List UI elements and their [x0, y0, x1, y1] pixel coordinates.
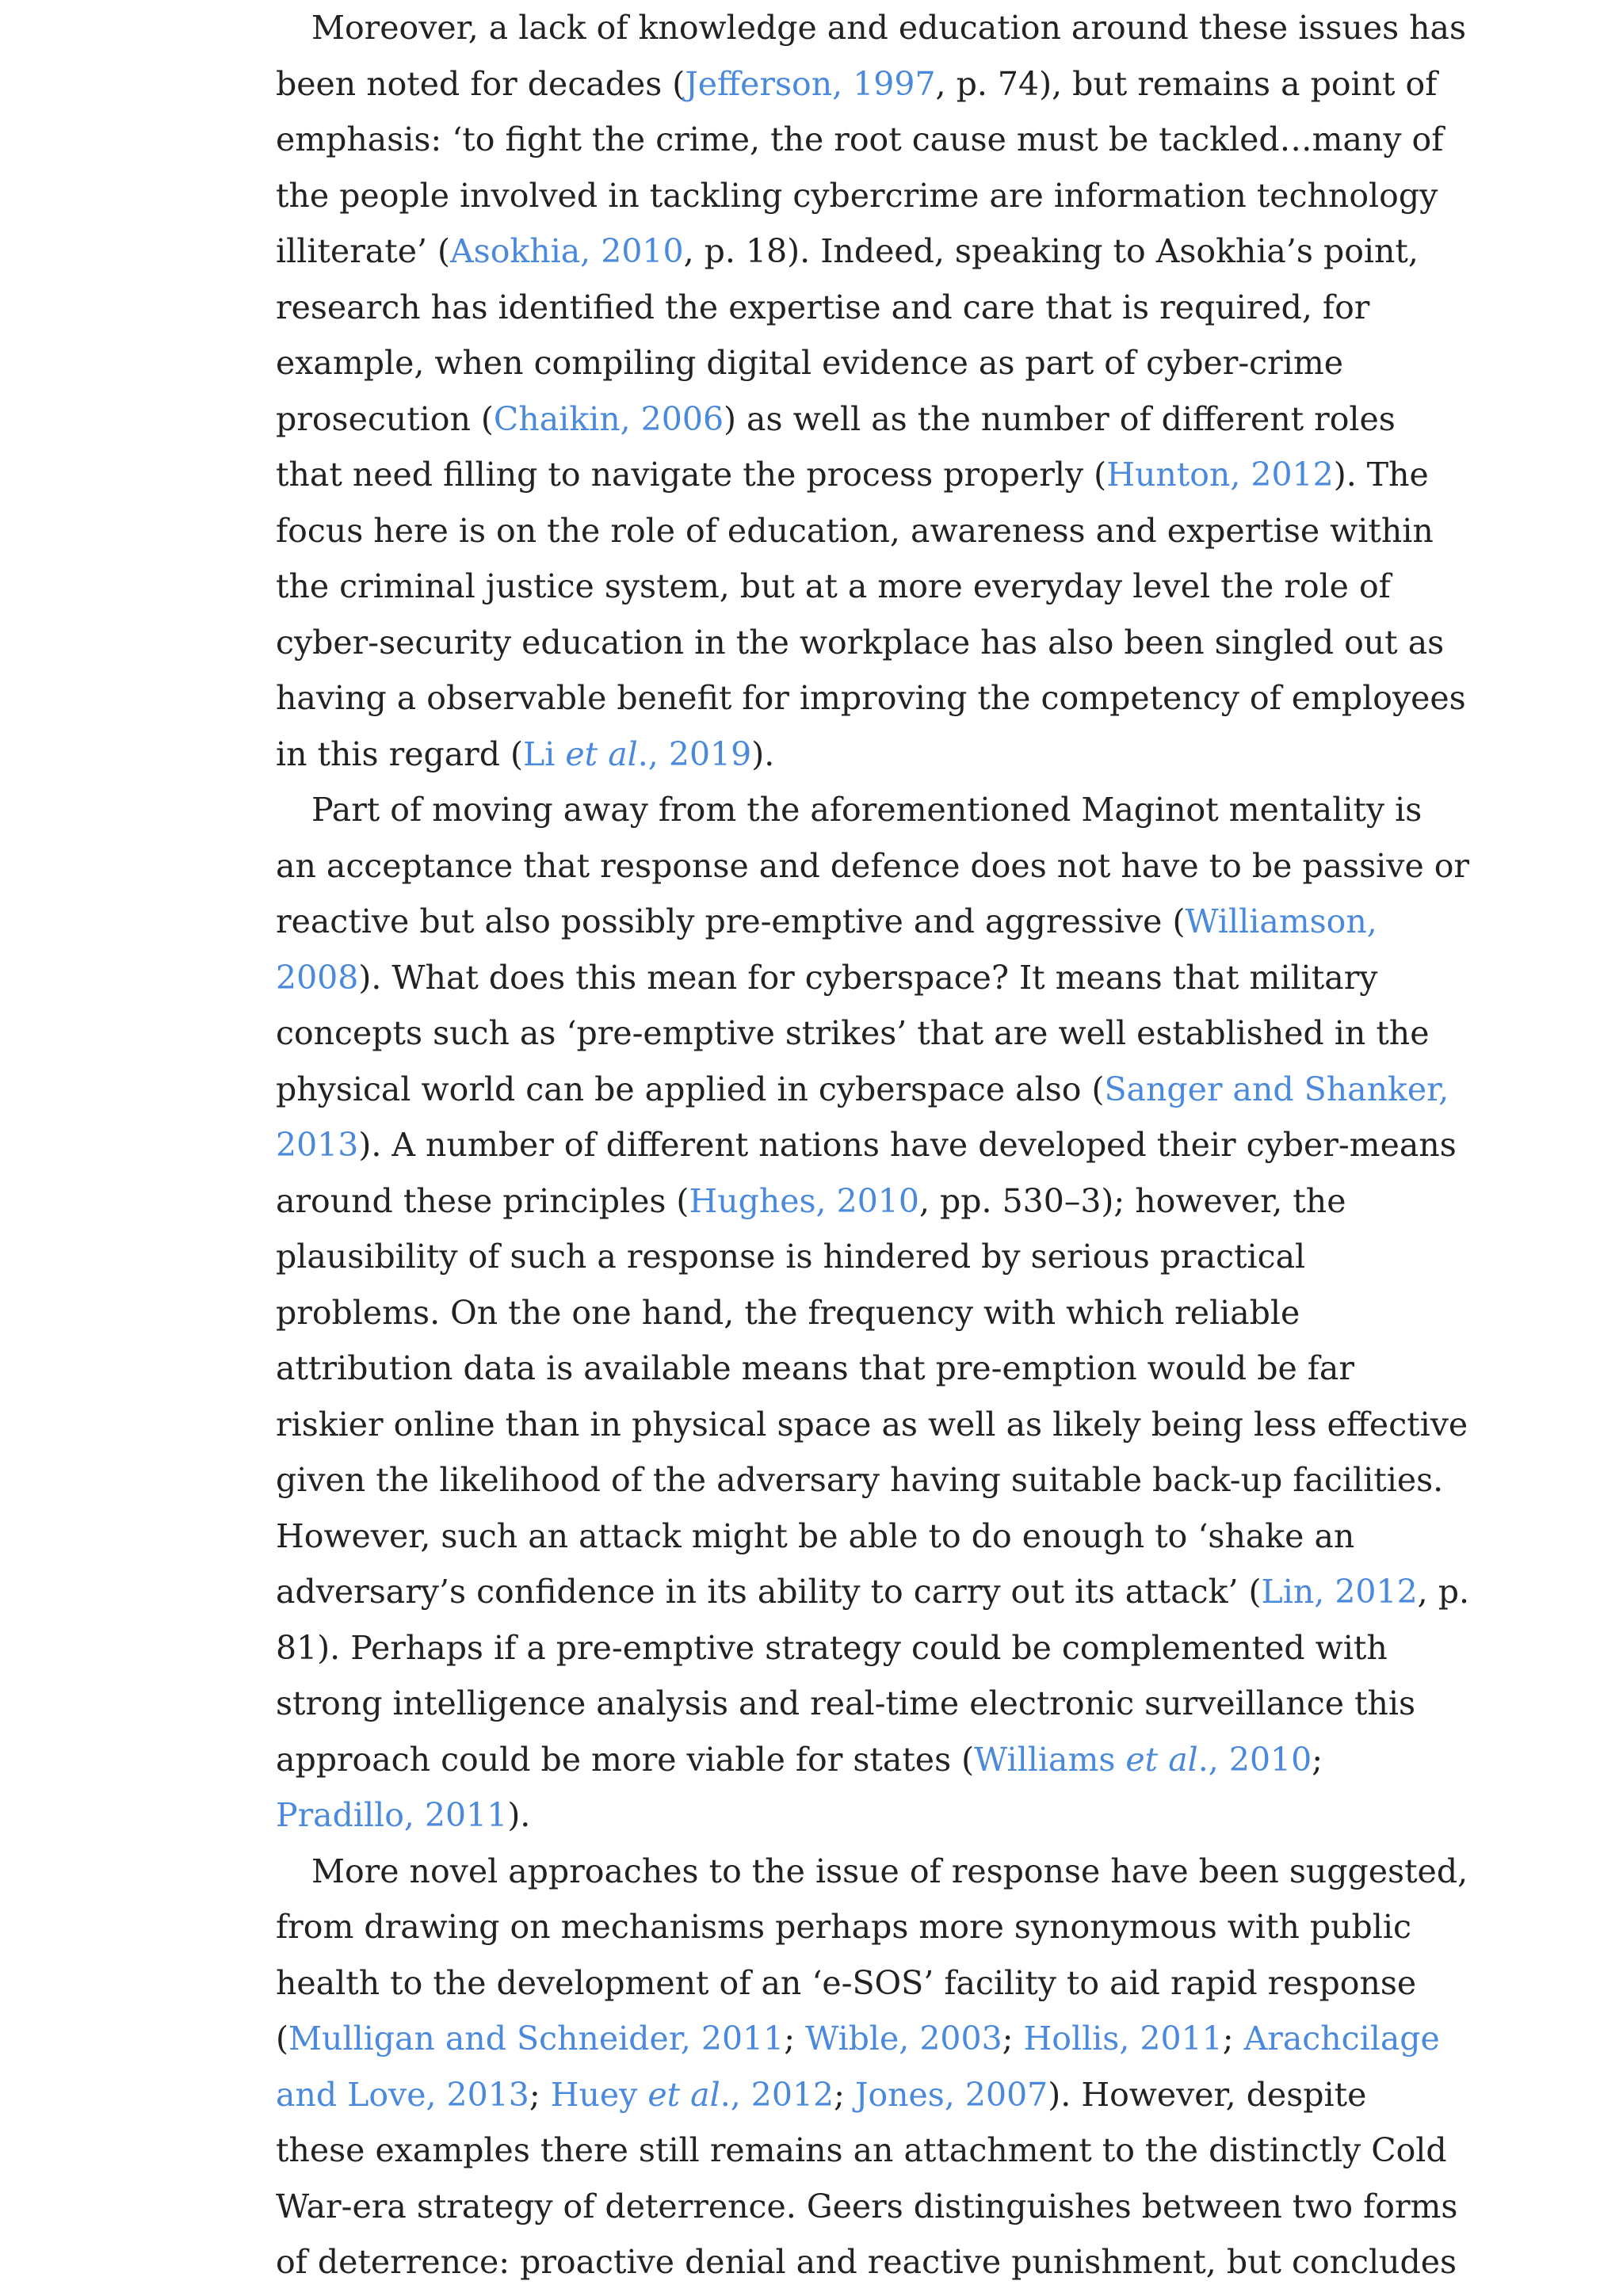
paragraph: [276, 1844, 1468, 2290]
text-run: illiterate’ (: [276, 232, 451, 270]
text-line: [276, 782, 1423, 838]
text-line: [276, 838, 1470, 894]
text-line: [276, 894, 1405, 950]
text-line: [276, 670, 1466, 727]
text-run: Part of moving away from the aforementioned Maginot mentality is: [311, 791, 1423, 829]
text-line: [276, 559, 1405, 615]
text-run: reactive but also possibly pre-emptive and aggressive (: [276, 902, 1186, 940]
citation-italic: et al: [647, 2075, 720, 2114]
citation-link[interactable]: Jones, 2007: [855, 2075, 1048, 2114]
text-run: riskier online than in physical space as well as likely being less effective: [276, 1405, 1468, 1444]
text-line: [276, 1899, 1411, 1955]
text-line: [276, 280, 1405, 336]
citation-link[interactable]: Wible, 2003: [805, 2019, 1002, 2058]
text-line: [276, 727, 1405, 783]
text-line: [276, 2122, 1447, 2179]
citation-link[interactable]: Williams: [974, 1740, 1126, 1779]
text-run: ) as well as the number of different roles: [724, 399, 1396, 438]
citation-link[interactable]: 2008: [276, 958, 359, 997]
citation-link[interactable]: ., 2019: [637, 734, 752, 773]
text-run: given the likelihood of the adversary having suitable back-up facilities.: [276, 1461, 1444, 1499]
citation-link[interactable]: Mulligan and Schneider, 2011: [288, 2019, 785, 2058]
text-run: the criminal justice system, but at a more everyday level the role of: [276, 567, 1391, 605]
text-line: [276, 1452, 1444, 1508]
citation-italic: et al: [1125, 1740, 1198, 1779]
text-run: strong intelligence analysis and real-time electronic surveillance this: [276, 1684, 1416, 1722]
text-run: emphasis: ‘to fight the crime, the root cause must be tackled…many of: [276, 120, 1444, 158]
citation-link[interactable]: [1125, 1741, 1197, 1779]
citation-link[interactable]: Chaikin, 2006: [493, 399, 724, 438]
citation-link[interactable]: Hughes, 2010: [689, 1181, 919, 1220]
citation-link[interactable]: Huey: [550, 2075, 648, 2114]
text-run: ;: [784, 2019, 806, 2058]
citation-link[interactable]: Pradillo, 2011: [276, 1796, 508, 1834]
article-body: [276, 0, 1470, 2290]
text-line: [276, 1787, 1405, 1844]
text-line: [276, 1844, 1468, 1900]
citation-link[interactable]: Lin, 2012: [1261, 1573, 1418, 1611]
paragraph: [276, 0, 1467, 782]
text-run: physical world can be applied in cyberspace also (: [276, 1070, 1105, 1108]
text-run: ). What does this mean for cyberspace? It means that military: [358, 958, 1378, 997]
text-line: [276, 1676, 1416, 1732]
citation-link[interactable]: [647, 2076, 720, 2114]
text-line: [276, 1955, 1417, 2012]
citation-link[interactable]: Williamson,: [1185, 902, 1377, 940]
text-run: been noted for decades (: [276, 64, 685, 103]
text-run: More novel approaches to the issue of response have been suggested,: [311, 1852, 1468, 1890]
text-line: [276, 1117, 1457, 1173]
text-line: [276, 2234, 1457, 2290]
text-run: ). The: [1333, 456, 1429, 494]
citation-link[interactable]: 2013: [276, 1126, 359, 1164]
text-run: cyber-security education in the workplace has also been singled out as: [276, 623, 1445, 662]
text-run: ).: [751, 734, 775, 773]
citation-link[interactable]: Asokhia, 2010: [450, 232, 684, 270]
text-run: from drawing on mechanisms perhaps more synonymous with public: [276, 1908, 1411, 1946]
text-line: [276, 503, 1434, 559]
text-run: Moreover, a lack of knowledge and education around these issues has: [311, 9, 1467, 47]
text-run: , pp. 530–3); however, the: [918, 1181, 1346, 1220]
text-run: having a observable benefit for improving the competency of employees: [276, 679, 1466, 717]
text-line: [276, 1564, 1470, 1620]
text-run: , p. 18). Indeed, speaking to Asokhia’s point,: [683, 232, 1419, 270]
text-run: , p. 74), but remains a point of: [935, 64, 1438, 103]
text-line: [276, 1229, 1405, 1285]
text-run: attribution data is available means that pre-emption would be far: [276, 1349, 1354, 1387]
text-run: research has identified the expertise and care that is required, for: [276, 288, 1370, 326]
text-line: [276, 2179, 1458, 2235]
text-run: of deterrence: proactive denial and reactive punishment, but concludes: [276, 2243, 1457, 2281]
text-line: [276, 0, 1467, 56]
text-run: 81). Perhaps if a pre-emptive strategy could be complemented with: [276, 1628, 1388, 1667]
text-line: [276, 1173, 1405, 1230]
text-run: However, such an attack might be able to do enough to ‘shake an: [276, 1516, 1355, 1555]
text-run: these examples there still remains an attachment to the distinctly Cold: [276, 2131, 1447, 2169]
citation-link[interactable]: Sanger and Shanker,: [1104, 1070, 1449, 1108]
citation-link[interactable]: Arachcilage: [1243, 2019, 1440, 2058]
text-run: ;: [1002, 2019, 1024, 2058]
text-run: an acceptance that response and defence does not have to be passive or: [276, 846, 1470, 885]
text-line: [276, 1005, 1430, 1062]
text-run: concepts such as ‘pre-emptive strikes’ that are well established in the: [276, 1014, 1430, 1052]
text-run: in this regard (: [276, 734, 524, 773]
citation-link[interactable]: and Love, 2013: [276, 2075, 529, 2114]
text-line: [276, 950, 1405, 1006]
text-line: [276, 447, 1429, 503]
text-line: [276, 1732, 1405, 1788]
text-run: ;: [834, 2075, 856, 2114]
text-run: prosecution (: [276, 399, 494, 438]
text-line: [276, 112, 1444, 168]
text-run: adversary’s confidence in its ability to carry out its attack’ (: [276, 1573, 1262, 1611]
text-run: health to the development of an ‘e-SOS’ facility to aid rapid response: [276, 1963, 1417, 2002]
text-line: [276, 391, 1405, 448]
text-line: [276, 56, 1438, 113]
text-run: around these principles (: [276, 1181, 689, 1220]
text-run: ;: [1312, 1740, 1323, 1779]
text-run: (: [276, 2019, 288, 2058]
text-run: ;: [1222, 2019, 1244, 2058]
text-run: example, when compiling digital evidence as part of cyber-crime: [276, 344, 1343, 382]
text-run: ).: [507, 1796, 531, 1834]
text-run: ). However, despite: [1048, 2075, 1367, 2114]
text-run: problems. On the one hand, the frequency with which reliable: [276, 1293, 1300, 1332]
text-line: [276, 1062, 1449, 1118]
text-line: [276, 1285, 1405, 1341]
text-run: plausibility of such a response is hindered by serious practical: [276, 1238, 1306, 1276]
citation-italic: et al: [565, 734, 638, 773]
citation-link[interactable]: Jefferson, 1997: [685, 64, 936, 103]
text-line: [276, 223, 1419, 280]
text-run: War-era strategy of deterrence. Geers distinguishes between two forms: [276, 2187, 1458, 2225]
text-run: ). A number of different nations have developed their cyber-means: [358, 1126, 1457, 1164]
text-line: [276, 1341, 1405, 1397]
citation-link[interactable]: Li: [523, 734, 566, 773]
text-line: [276, 335, 1405, 391]
text-run: that need filling to navigate the process properly (: [276, 456, 1107, 494]
citation-link[interactable]: Hollis, 2011: [1023, 2019, 1223, 2058]
text-run: ;: [529, 2075, 551, 2114]
paragraph: [276, 782, 1470, 1844]
text-run: approach could be more viable for states (: [276, 1740, 975, 1779]
text-line: [276, 615, 1445, 671]
text-run: the people involved in tackling cybercrime are information technology: [276, 176, 1438, 215]
text-line: [276, 2011, 1440, 2067]
citation-link[interactable]: ., 2010: [1197, 1740, 1312, 1779]
citation-link[interactable]: ., 2012: [720, 2075, 834, 2114]
text-line: [276, 2067, 1405, 2123]
text-line: [276, 1620, 1405, 1676]
citation-link[interactable]: Hunton, 2012: [1106, 456, 1334, 494]
text-run: focus here is on the role of education, awareness and expertise within: [276, 511, 1434, 550]
text-line: [276, 168, 1438, 224]
text-line: [276, 1397, 1468, 1453]
citation-link[interactable]: [565, 735, 637, 773]
text-line: [276, 1508, 1405, 1565]
text-run: , p.: [1417, 1573, 1470, 1611]
